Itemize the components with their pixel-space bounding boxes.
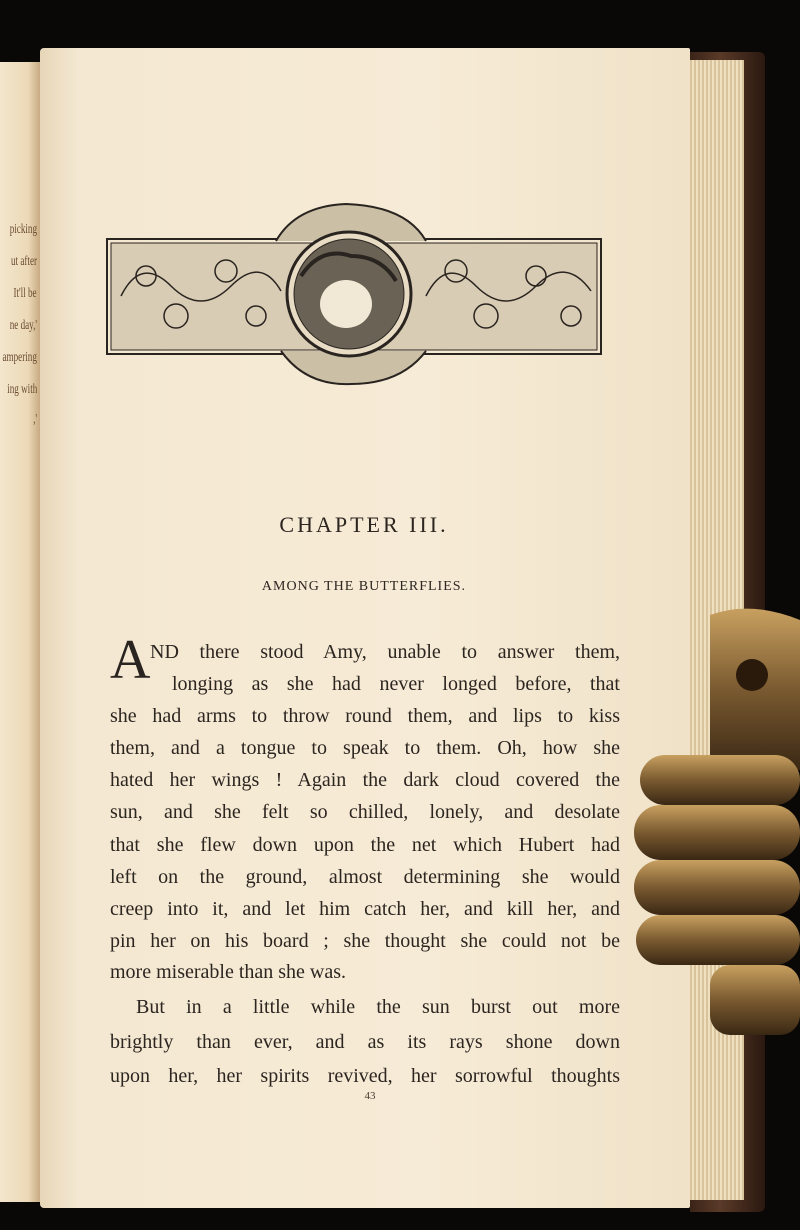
text-line: longing as she had never longed before, that bbox=[172, 673, 620, 695]
text-line: creep into it, and let him catch her, and kill her, and bbox=[110, 898, 620, 920]
left-fragment: It'll be bbox=[13, 286, 37, 301]
text-line: she had arms to throw round them, and lips to kiss bbox=[110, 705, 620, 727]
left-fragment: ut after bbox=[10, 254, 37, 269]
left-page bbox=[0, 62, 40, 1202]
chapter-subtitle: AMONG THE BUTTERFLIES. bbox=[261, 579, 467, 594]
text-line: more miserable than she was. bbox=[110, 961, 347, 983]
chapter-title: CHAPTER III. bbox=[279, 512, 449, 537]
text-line: sun, and she felt so chilled, lonely, and desolate bbox=[110, 801, 620, 823]
left-fragment: ing with bbox=[6, 382, 37, 397]
ornamental-headpiece bbox=[106, 186, 602, 391]
text-line: hated her wings ! Again the dark cloud covered the bbox=[110, 769, 620, 791]
text-line: But in a little while the sun burst out more bbox=[136, 996, 620, 1018]
drop-cap: A bbox=[110, 629, 151, 691]
text-line: them, and a tongue to speak to them. Oh, how she bbox=[110, 737, 620, 759]
left-fragment: ampering bbox=[2, 350, 37, 365]
left-fragment: picking bbox=[9, 222, 37, 237]
left-fragment: ,' bbox=[33, 412, 37, 427]
page-number: 43 bbox=[364, 1090, 376, 1102]
text-line: left on the ground, almost determining she would bbox=[110, 866, 620, 888]
left-fragment: ne day,' bbox=[9, 318, 37, 333]
brass-hand-page-holder bbox=[600, 605, 800, 1045]
text-line: that she flew down upon the net which Hubert had bbox=[110, 834, 620, 856]
text-line: ND there stood Amy, unable to answer them, bbox=[150, 641, 620, 663]
text-line: pin her on his board ; she thought she could not be bbox=[110, 930, 620, 952]
text-line: upon her, her spirits revived, her sorrowful thoughts bbox=[110, 1065, 620, 1087]
text-line: brightly than ever, and as its rays shone down bbox=[110, 1031, 620, 1053]
